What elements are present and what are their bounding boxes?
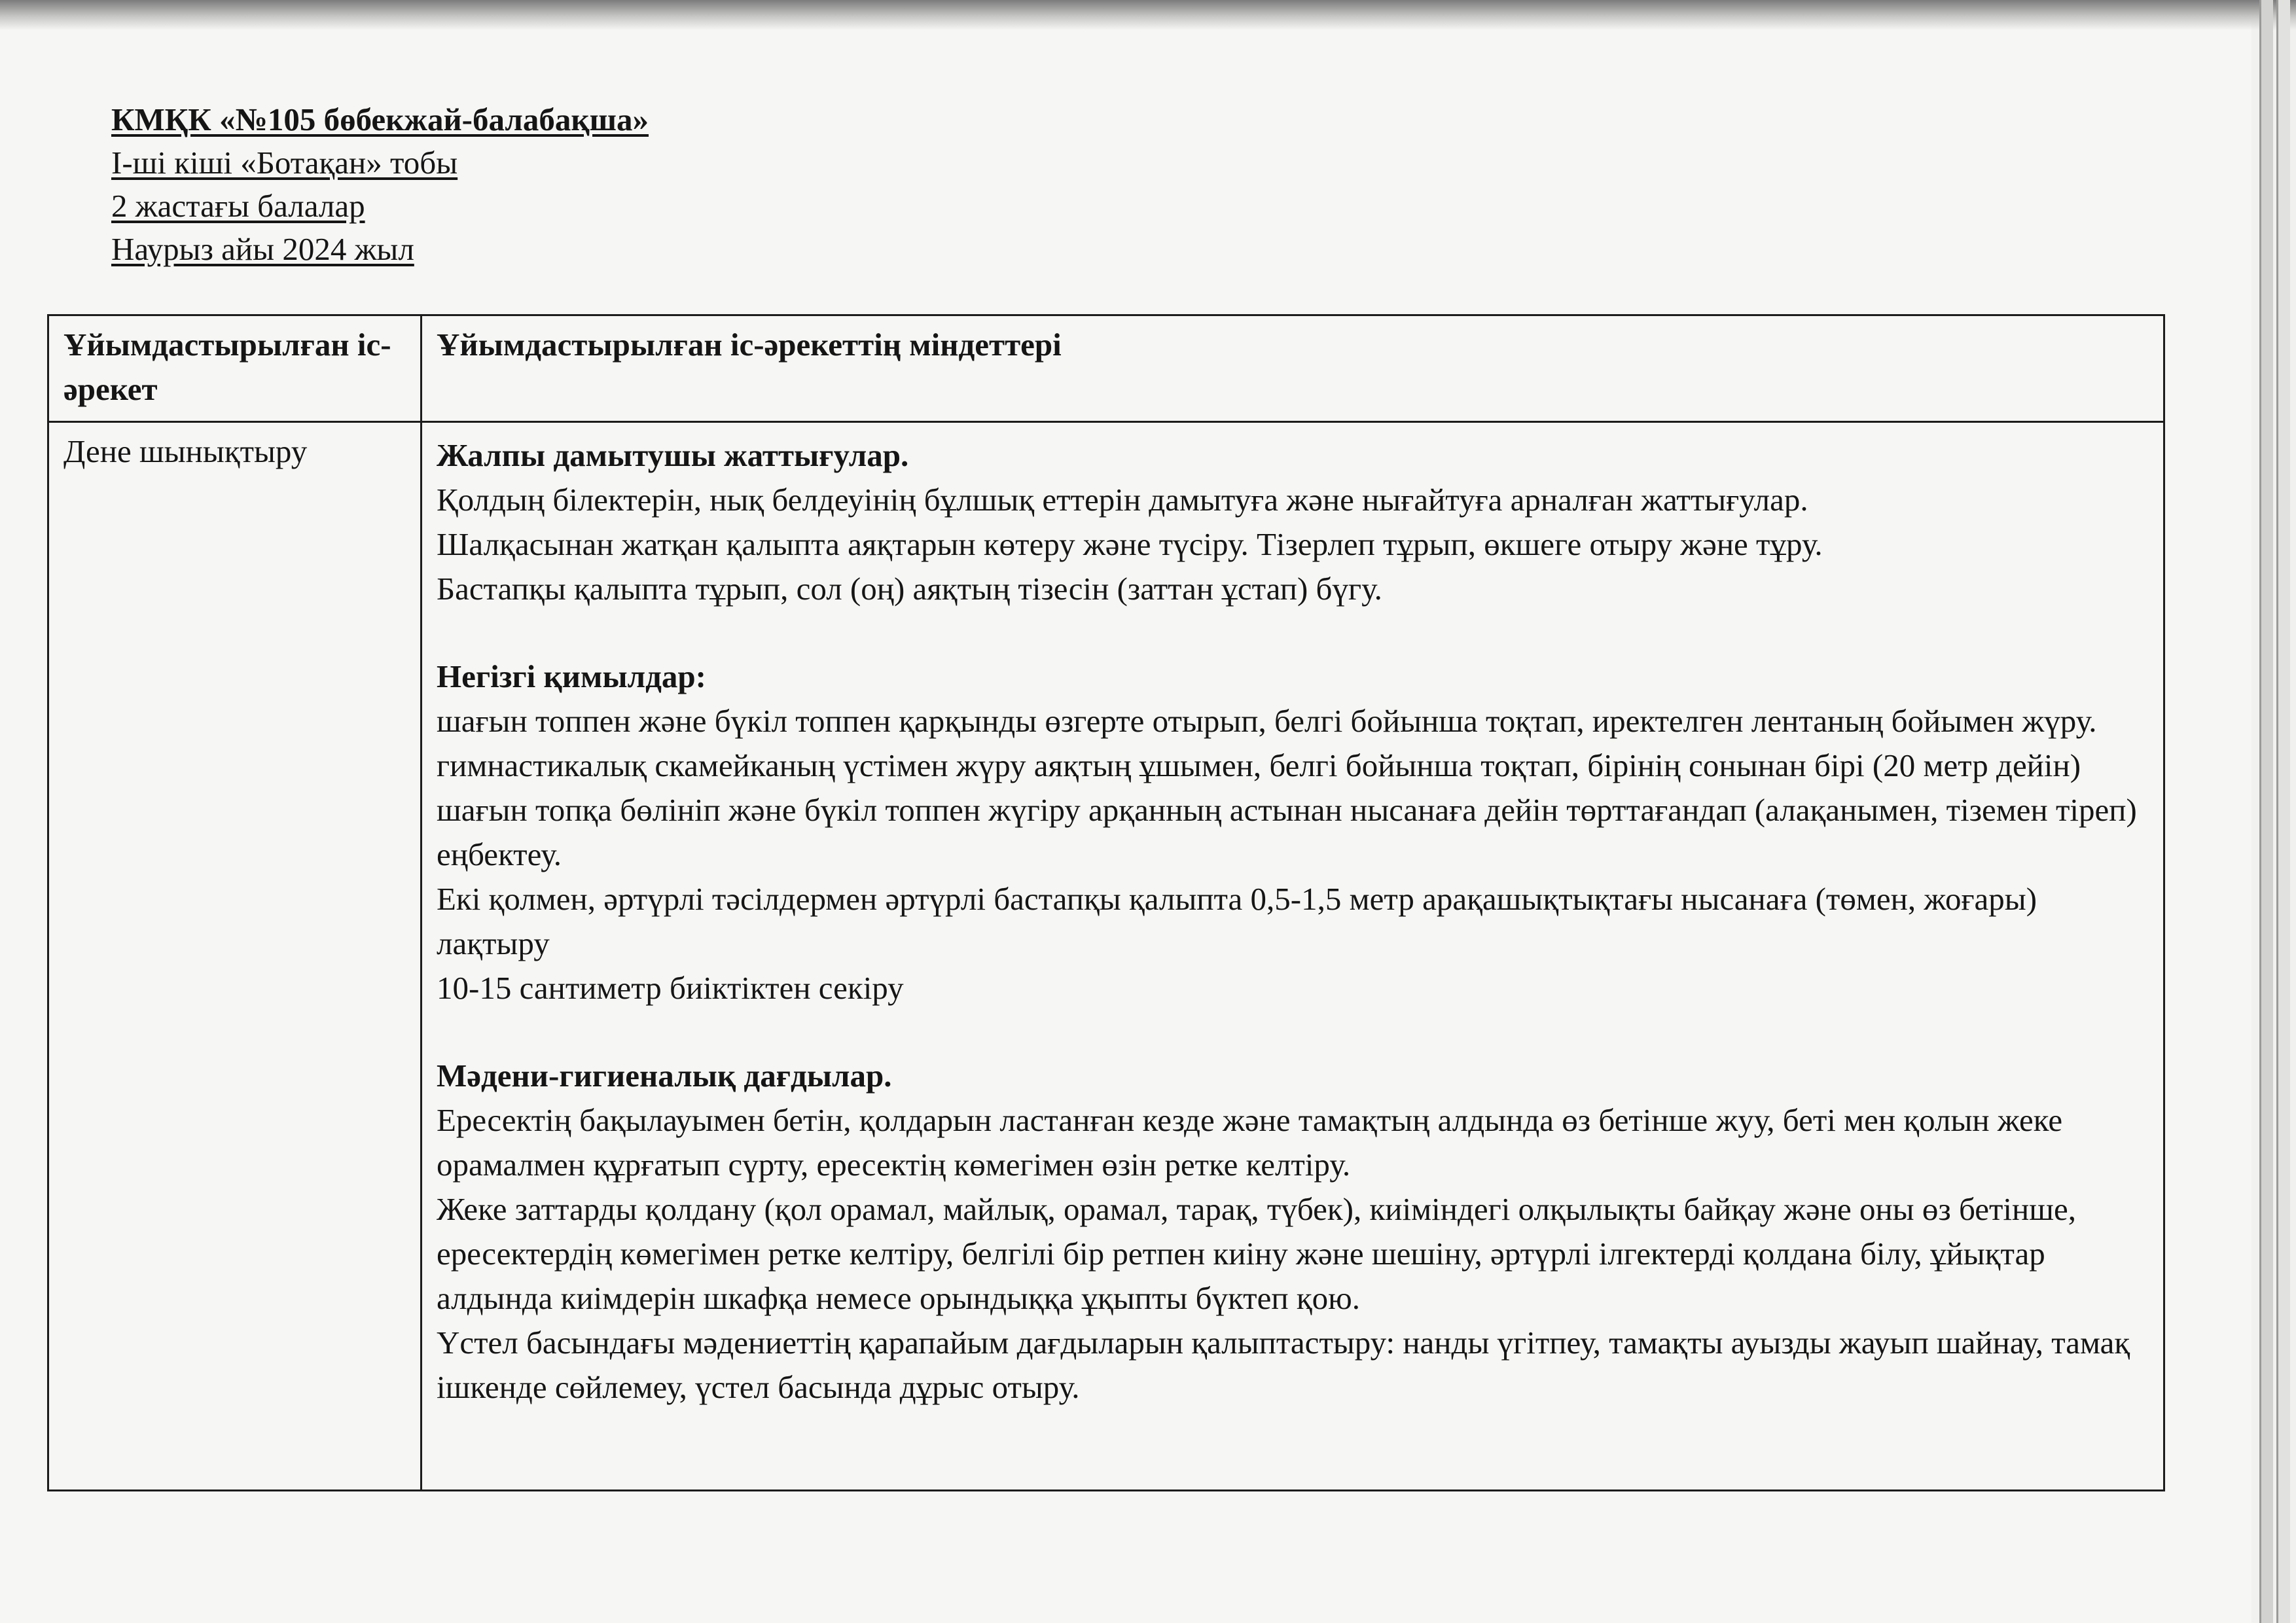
organization-name: КМҚК «№105 бөбекжай-балабақша»	[111, 101, 649, 137]
task-line: шағын топқа бөлініп және бүкіл топпен жүгіру арқанның астынан нысанаға дейін төрттағандап (алақанымен, тіземен тіреп) еңбектеу.	[437, 792, 2137, 872]
task-line: Жеке заттарды қолдану (қол орамал, майлық, орамал, тарақ, түбек), киіміндегі олқылықты байқау және оны өз бетінше, ересектердің көмегімен ретке келтіру, белгілі бір ретпен киіну және шешіну, әртүрлі ілгектерді қолдана білу, ұйықтар алдында киімдерін шкафқа немесе орындыққа ұқыпты бүктеп қою.	[437, 1191, 2076, 1316]
task-line: 10-15 сантиметр биіктіктен секіру	[437, 970, 904, 1006]
task-line: Бастапқы қалыпта тұрып, сол (оң) аяқтың тізесін (заттан ұстап) бүгу.	[437, 571, 1382, 607]
task-line: гимнастикалық скамейканың үстімен жүру аяқтың ұшымен, белгі бойынша тоқтап, бірінің сонынан бірі (20 метр дейін)	[437, 747, 2081, 783]
section-title-basic-movements: Негізгі қимылдар:	[437, 658, 706, 694]
task-line: шағын топпен және бүкіл топпен қарқынды өзгерте отырып, белгі бойынша тоқтап, иректелген лентаның бойымен жүру.	[437, 703, 2097, 739]
task-line: Шалқасынан жатқан қалыпта аяқтарын көтеру және түсіру. Тізерлеп тұрып, өкшеге отыру және тұру.	[437, 526, 1823, 562]
age-group: 2 жастағы балалар	[111, 188, 365, 224]
column-header-tasks: Ұйымдастырылған іс-әрекеттің міндеттері	[422, 315, 2164, 422]
scan-page-edge-outer	[2276, 0, 2290, 1623]
activity-tasks	[422, 422, 2164, 1491]
month-year: Наурыз айы 2024 жыл	[111, 231, 414, 267]
task-line: Қолдың білектерін, нық белдеуінің бұлшық еттерін дамытуға және нығайтуға арналған жаттығулар.	[437, 482, 1808, 518]
column-header-activity: Ұйымдастырылған іс-әрекет	[48, 315, 422, 422]
group-name: І-ші кіші «Ботақан» тобы	[111, 145, 458, 181]
task-line: Ересектің бақылауымен бетін, қолдарын ластанған кезде және тамақтың алдында өз бетінше жуу, беті мен қолын жеке орамалмен құрғатып сүрту, ересектің көмегімен өзін ретке келтіру.	[437, 1102, 2063, 1183]
activity-name: Дене шынықтыру	[48, 422, 422, 1491]
task-line: Үстел басындағы мәдениеттің қарапайым дағдыларын қалыптастыру: нанды үгітпеу, тамақты ауызды жауып шайнау, тамақ ішкенде сөйлемеу, үстел басында дұрыс отыру.	[437, 1325, 2130, 1405]
table-row	[48, 422, 2164, 1491]
activity-plan-table	[47, 314, 2165, 1491]
scan-page-edge	[2259, 0, 2273, 1623]
section-title-hygiene-skills: Мәдени-гигиеналық дағдылар.	[437, 1058, 892, 1094]
scan-top-shadow	[0, 0, 2296, 30]
section-title-general-exercises: Жалпы дамытушы жаттығулар.	[437, 437, 909, 473]
document-header	[111, 98, 649, 271]
task-line: Екі қолмен, әртүрлі тәсілдермен әртүрлі бастапқы қалыпта 0,5-1,5 метр арақашықтықтағы нысанаға (төмен, жоғары) лақтыру	[437, 881, 2037, 961]
table-header-row	[48, 315, 2164, 422]
